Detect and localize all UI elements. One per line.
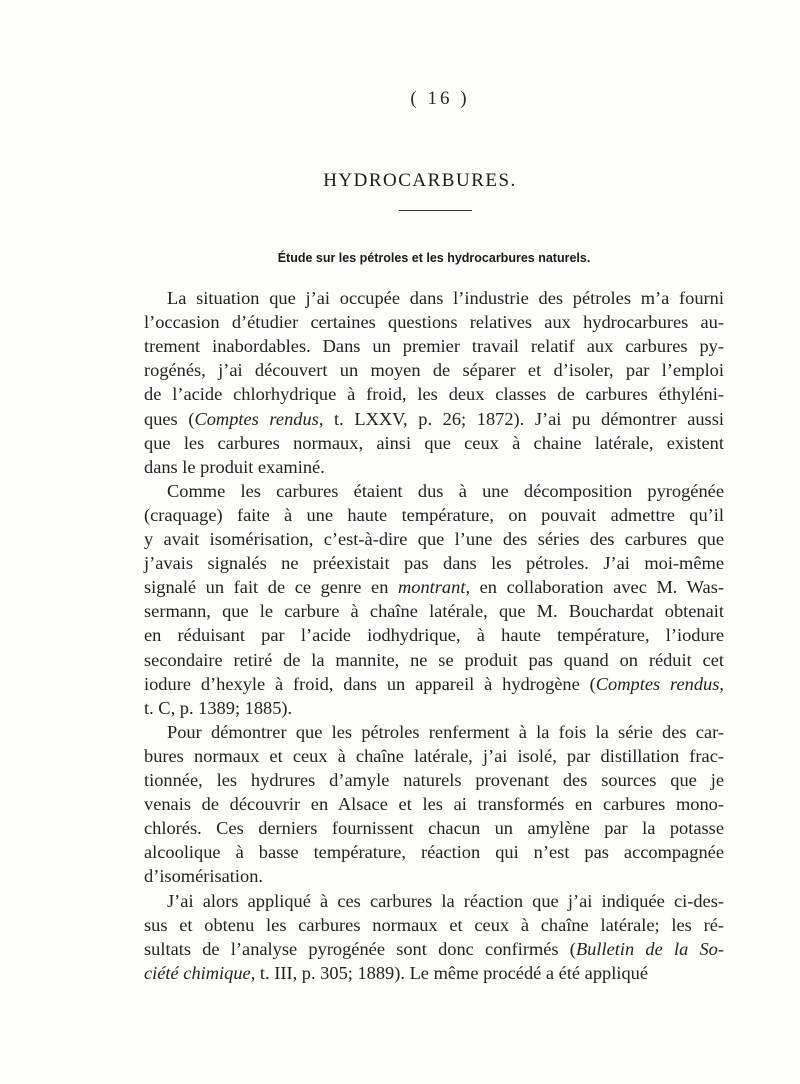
- text-line: [144, 551, 724, 575]
- text-line: [144, 864, 724, 888]
- text-run: , t. III, p. 305; 1889). Le même procédé a été appliqué: [250, 962, 649, 983]
- title-rule: [399, 210, 472, 211]
- text-run: d’isomérisation.: [144, 866, 264, 887]
- text-run: l’occasion d’étudier certaines questions relatives aux hydrocarbures au-: [144, 312, 724, 333]
- italic-citation: Comptes rendus: [194, 408, 319, 429]
- text-line: [144, 310, 724, 334]
- text-line: [144, 503, 724, 527]
- text-line: [144, 744, 724, 768]
- text-line: [144, 334, 724, 358]
- text-run: j’avais signalés ne préexistait pas dans les pétroles. J’ai moi-même: [144, 553, 724, 574]
- italic-citation: ciété chimique: [144, 962, 251, 983]
- text-run: signalé un fait de ce genre en: [144, 577, 398, 598]
- text-line: [144, 623, 724, 647]
- italic-citation: Comptes rendus: [595, 673, 720, 694]
- text-line: [144, 792, 724, 816]
- page-number: ( 16 ): [410, 88, 470, 109]
- text-run: ,: [719, 673, 724, 694]
- italic-citation: montrant: [397, 577, 466, 598]
- text-line: [167, 479, 724, 503]
- text-line: [144, 840, 724, 864]
- text-run: J’ai alors appliqué à ces carbures la réaction que j’ai indiquée ci-des-: [167, 890, 724, 911]
- text-run: iodure d’hexyle à froid, dans un appareil à hydrogène (: [144, 673, 596, 694]
- text-run: secondaire retiré de la mannite, ne se produit pas quand on réduit cet: [144, 649, 724, 670]
- text-line: [144, 599, 724, 623]
- text-line: [167, 889, 724, 913]
- text-line: [144, 961, 724, 985]
- text-line: [144, 527, 724, 551]
- text-run: y avait isomérisation, c’est-à-dire que l’une des séries des carbures que: [144, 529, 724, 549]
- text-run: rogénés, j’ai découvert un moyen de séparer et d’isoler, par l’emploi: [144, 360, 724, 381]
- section-title: HYDROCARBURES.: [323, 170, 517, 191]
- text-run: que les carbures normaux, ainsi que ceux à chaine latérale, existent: [144, 432, 724, 453]
- text-run: , t. LXXV, p. 26; 1872). J’ai pu démontrer aussi: [318, 408, 724, 429]
- text-run: trement inabordables. Dans un premier travail relatif aux carbures py-: [144, 336, 724, 357]
- text-run: Comme les carbures étaient dus à une décomposition pyrogénée: [167, 480, 724, 501]
- text-run: alcoolique à basse température, réaction qui n’est pas accompagnée: [144, 842, 724, 863]
- text-line: [144, 407, 724, 431]
- text-run: Pour démontrer que les pétroles renferment à la fois la série des car-: [167, 721, 724, 742]
- text-line: [144, 696, 724, 720]
- text-line: [167, 720, 724, 744]
- text-run: venais de découvrir en Alsace et les ai transformés en carbures mono-: [144, 794, 724, 815]
- text-line: [144, 913, 724, 937]
- text-line: [144, 937, 724, 961]
- text-run: chlorés. Ces derniers fournissent chacun un amylène par la potasse: [144, 818, 724, 839]
- text-line: [144, 816, 724, 840]
- text-line: [144, 575, 724, 599]
- text-line: [144, 672, 724, 696]
- text-run: dans le produit examiné.: [144, 456, 325, 477]
- text-line: [144, 358, 724, 382]
- text-run: sermann, que le carbure à chaîne latérale, que M. Bouchardat obtenait: [144, 601, 724, 622]
- italic-citation: Bulletin de la So-: [575, 938, 724, 959]
- text-run: sultats de l’analyse pyrogénée sont donc confirmés (: [144, 938, 576, 959]
- text-line: [167, 286, 724, 310]
- text-run: de l’acide chlorhydrique à froid, les deux classes de carbures éthyléni-: [144, 384, 724, 405]
- text-line: [144, 431, 724, 455]
- text-run: en réduisant par l’acide iodhydrique, à haute température, l’iodure: [144, 625, 724, 646]
- article-subtitle: Étude sur les pétroles et les hydrocarbures naturels.: [277, 251, 591, 265]
- text-run: (craquage) faite à une haute température, on pouvait admettre qu’il: [144, 504, 724, 525]
- text-line: [144, 455, 724, 479]
- text-run: , en collaboration avec M. Was-: [465, 577, 724, 598]
- text-run: sus et obtenu les carbures normaux et ceux à chaîne latérale; les ré-: [144, 914, 724, 935]
- text-run: La situation que j’ai occupée dans l’industrie des pétroles m’a fourni: [167, 288, 724, 308]
- text-line: [144, 382, 724, 406]
- text-line: [144, 768, 724, 792]
- text-run: tionnée, les hydrures d’amyle naturels provenant des sources que je: [144, 770, 724, 790]
- text-run: ques (: [144, 408, 195, 429]
- text-run: bures normaux et ceux à chaîne latérale, j’ai isolé, par distillation frac-: [144, 745, 724, 766]
- text-run: t. C, p. 1389; 1885).: [144, 697, 293, 718]
- text-line: [144, 648, 724, 672]
